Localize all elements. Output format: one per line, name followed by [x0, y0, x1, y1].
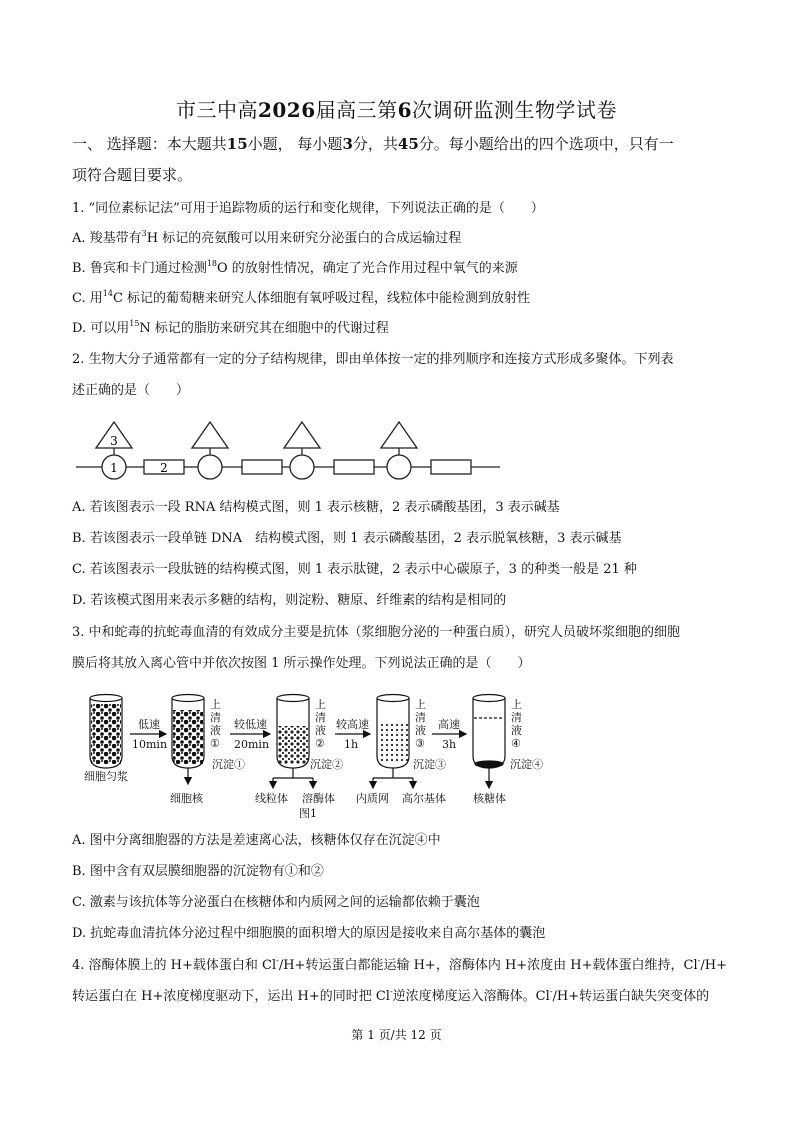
label-speed-2: 较低速	[234, 718, 267, 731]
label-2: 2	[160, 461, 168, 475]
q1-stem: 1. “同位素标记法”可用于追踪物质的运行和变化规律，下列说法正确的是（ ）	[72, 201, 544, 216]
q4-stem-cont: 转运蛋白在 H+浓度梯度驱动下，运出 H+的同时把 Cl-逆浓度梯度运入溶酶体。Cl-/H+转运蛋白缺失突变体的	[72, 987, 710, 1004]
svg-text:液: 液	[315, 724, 326, 737]
svg-text:上: 上	[315, 698, 326, 711]
label-supernatant-2: ②	[315, 737, 325, 750]
label-supernatant-4: ④	[511, 737, 521, 750]
q2-stem-cont: 述正确的是（ ）	[72, 383, 190, 398]
svg-text:液: 液	[415, 724, 426, 737]
q2-option-b: B. 若该图表示一段单链 DNA 结构模式图，则 1 表示磷酸基团，2 表示脱氧核糖，3 表示碱基	[72, 531, 622, 546]
label-mito: 线粒体	[255, 792, 288, 805]
label-supernatant-1: ①	[210, 737, 220, 750]
label-ribo: 核糖体	[473, 792, 506, 805]
svg-text:上: 上	[210, 698, 221, 711]
svg-text:清: 清	[415, 711, 426, 724]
svg-text:清: 清	[315, 711, 326, 724]
label-3: 3	[110, 434, 118, 448]
label-homogenate: 细胞匀浆	[84, 770, 128, 783]
circle	[198, 455, 222, 479]
label-time-2: 20min	[234, 738, 270, 751]
q1-option-a: A. 羧基带有$^3$H 标记的亮氨酸可以用来研究分泌蛋白的合成运输过程	[72, 229, 462, 246]
label-ppt-1: 沉淀①	[212, 758, 245, 771]
q3-stem: 3. 中和蛇毒的抗蛇毒血清的有效成分主要是抗体（浆细胞分泌的一种蛋白质），研究人员破坏浆细胞的细胞	[72, 625, 681, 640]
label-time-4: 3h	[442, 738, 457, 751]
centrifuge-figure	[80, 688, 550, 820]
label-1: 1	[110, 461, 118, 475]
rect	[431, 460, 471, 474]
label-ppt-2: 沉淀②	[310, 758, 343, 771]
circle	[290, 455, 314, 479]
svg-text:液: 液	[511, 724, 522, 737]
q2-option-d: D. 若该模式图用来表示多糖的结构，则淀粉、糖原、纤维素的结构是相同的	[72, 593, 507, 608]
label-speed-3: 较高速	[336, 718, 369, 731]
q1-option-c: C. 用$^{14}$C 标记的葡萄糖来研究人体细胞有氧呼吸过程，线粒体中能检测到放射性	[72, 289, 531, 306]
svg-text:上: 上	[511, 698, 522, 711]
label-supernatant-3: ③	[415, 737, 425, 750]
svg-text:上: 上	[415, 698, 426, 711]
polymer-diagram	[76, 418, 500, 480]
label-ppt-3: 沉淀③	[413, 758, 446, 771]
label-time-3: 1h	[344, 738, 359, 751]
label-lyso: 溶酶体	[302, 792, 335, 805]
rect	[334, 460, 374, 474]
q3-option-d: D. 抗蛇毒血清抗体分泌过程中细胞膜的面积增大的原因是接收来自高尔基体的囊泡	[72, 926, 546, 941]
q3-option-a: A. 图中分离细胞器的方法是差速离心法，核糖体仅存在沉淀④中	[72, 833, 441, 848]
q4-stem: 4. 溶酶体膜上的 H+载体蛋白和 Cl-/H+转运蛋白都能运输 H+，溶酶体内 H+浓度由 H+载体蛋白维持，Cl-/H+	[72, 956, 727, 973]
figure-caption: 图1	[299, 807, 317, 820]
label-speed-1: 低速	[138, 718, 160, 731]
q2-option-a: A. 若该图表示一段 RNA 结构模式图，则 1 表示核糖，2 表示磷酸基团，3 表示碱基	[72, 500, 560, 515]
label-golgi: 高尔基体	[402, 792, 446, 805]
label-speed-4: 高速	[438, 718, 460, 731]
triangle	[284, 422, 320, 448]
q3-stem-cont: 膜后将其放入离心管中并依次按图 1 所示操作处理。下列说法正确的是（ ）	[72, 656, 531, 671]
page-title: 市三中高2026届高三第6次调研监测生物学试卷	[175, 98, 618, 122]
label-er: 内质网	[356, 792, 389, 805]
triangle	[192, 422, 228, 448]
q1-option-b: B. 鲁宾和卡门通过检测$^{18}$O 的放射性情况，确定了光合作用过程中氧气的来源	[72, 259, 518, 276]
label-time-1: 10min	[132, 738, 168, 751]
rect	[242, 460, 282, 474]
q1-option-d: D. 可以用$^{15}$N 标记的脂肪来研究其在细胞中的代谢过程	[72, 319, 389, 336]
q3-option-b: B. 图中含有双层膜细胞器的沉淀物有①和②	[72, 864, 324, 879]
section-heading-cont: 项符合题目要求。	[72, 166, 193, 184]
q3-option-c: C. 激素与该抗体等分泌蛋白在核糖体和内质网之间的运输都依赖于囊泡	[72, 895, 480, 910]
label-nucleus: 细胞核	[170, 792, 203, 805]
q2-option-c: C. 若该图表示一段肽链的结构模式图，则 1 表示肽键，2 表示中心碳原子，3 的种类一般是 21 种	[72, 562, 637, 577]
svg-text:清: 清	[210, 711, 221, 724]
label-ppt-4: 沉淀④	[510, 758, 543, 771]
triangle	[381, 422, 417, 448]
section-heading: 一、 选择题：本大题共15小题， 每小题3分，共45分。每小题给出的四个选项中，只有一	[72, 135, 674, 153]
page-footer: 第 1 页/共 12 页	[351, 1028, 442, 1042]
svg-text:清: 清	[511, 711, 522, 724]
svg-text:液: 液	[210, 724, 221, 737]
circle	[387, 455, 411, 479]
q2-stem: 2. 生物大分子通常都有一定的分子结构规律，即由单体按一定的排列顺序和连接方式形成多聚体。下列表	[72, 352, 674, 367]
